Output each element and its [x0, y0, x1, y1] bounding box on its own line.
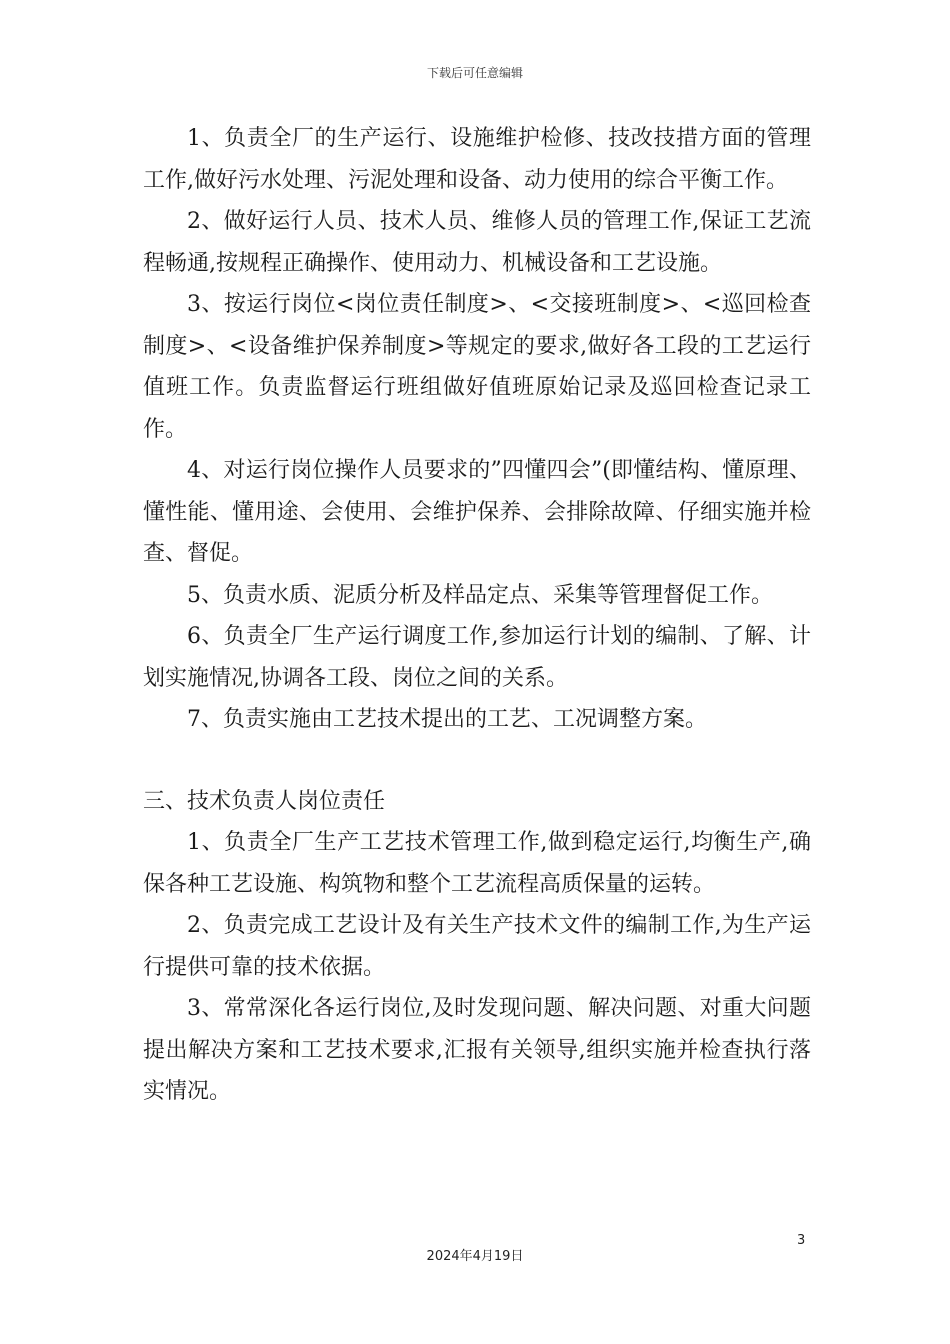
duty-item-3-1: 1、负责全厂生产工艺技术管理工作,做到稳定运行,均衡生产,确保各种工艺设施、构筑物和整个工艺流程高质保量的运转。: [143, 830, 811, 897]
duty-item-3-3: 3、常常深化各运行岗位,及时发现问题、解决问题、对重大问题提出解决方案和工艺技术要求,汇报有关领导,组织实施并检查执行落实情况。: [143, 996, 811, 1104]
duty-item-2-6: 6、负责全厂生产运行调度工作,参加运行计划的编制、了解、计划实施情况,协调各工段、岗位之间的关系。: [143, 624, 811, 691]
duty-item-2-7: 7、负责实施由工艺技术提出的工艺、工况调整方案。: [187, 707, 707, 732]
page-number: 3: [797, 1233, 806, 1248]
section-heading: 三、技术负责人岗位责任: [143, 788, 386, 814]
page-header: 下载后可任意编辑: [426, 66, 523, 80]
duty-item-2-5: 5、负责水质、泥质分析及样品定点、采集等管理督促工作。: [187, 582, 773, 608]
duty-item-3-2: 2、负责完成工艺设计及有关生产技术文件的编制工作,为生产运行提供可靠的技术依据。: [143, 913, 811, 980]
footer-date: 2024年4月19日: [426, 1249, 524, 1264]
duty-item-2-1: 1、负责全厂的生产运行、设施维护检修、技改技措方面的管理工作,做好污水处理、污泥处理和设备、动力使用的综合平衡工作。: [143, 126, 811, 193]
duty-item-2-4: 4、对运行岗位操作人员要求的”四懂四会”(即懂结构、懂原理、懂性能、懂用途、会使用、会维护保养、会排除故障、仔细实施并检查、督促。: [143, 458, 811, 566]
duty-item-2-2: 2、做好运行人员、技术人员、维修人员的管理工作,保证工艺流程畅通,按规程正确操作、使用动力、机械设备和工艺设施。: [143, 209, 811, 276]
document-body: [143, 118, 811, 1113]
duty-item-2-3: 3、按运行岗位<岗位责任制度>、<交接班制度>、<巡回检查制度>、<设备维护保养制度>等规定的要求,做好各工段的工艺运行值班工作。负责监督运行班组做好值班原始记录及巡回检查记录工作。: [143, 292, 811, 442]
